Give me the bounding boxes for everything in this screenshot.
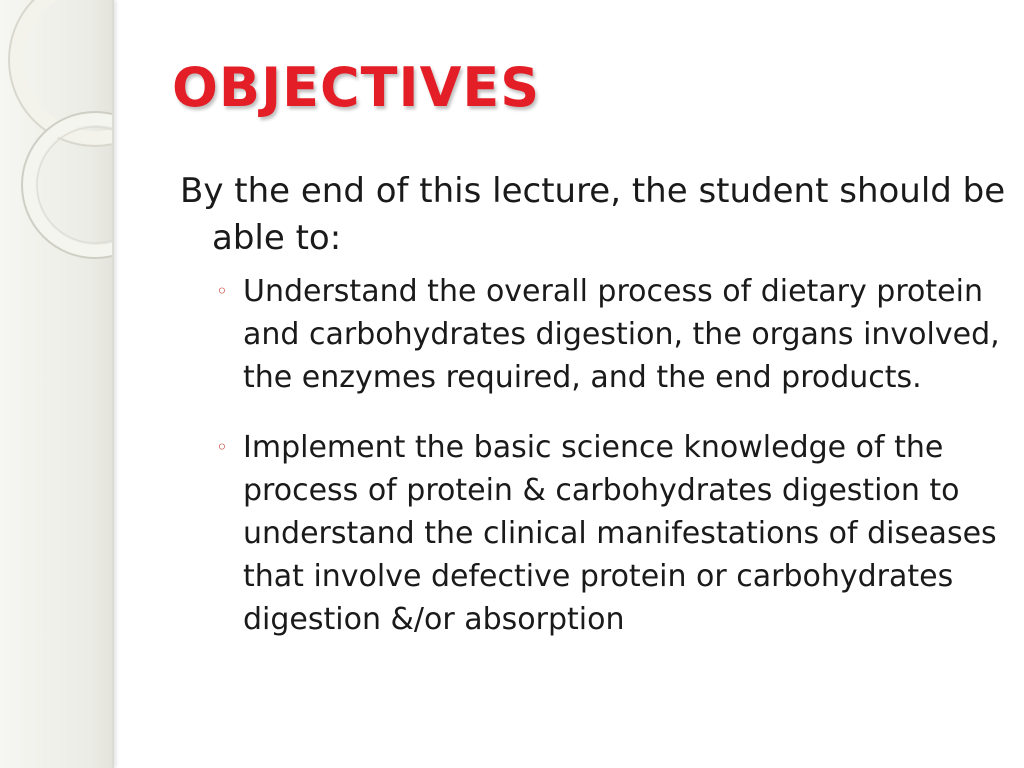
- decorative-circles: [0, 0, 112, 768]
- hollow-bullet-icon: ◦: [216, 435, 228, 459]
- objective-text: Implement the basic science knowledge of the process of protein & carbohydrates digestion to understand the clinical manifestations of diseases that involve defective protein or carbohydrates digestion &/or absorption: [243, 430, 997, 637]
- slide-body: [180, 168, 1010, 641]
- list-item: [180, 270, 1010, 399]
- objective-text: Understand the overall process of dietary protein and carbohydrates digestion, the organs involved, the enzymes required, and the end products.: [243, 274, 1000, 395]
- list-item: [180, 426, 1010, 641]
- intro-text: By the end of this lecture, the student should be able to:: [180, 171, 1006, 258]
- hollow-bullet-icon: ◦: [216, 279, 228, 303]
- slide-title: OBJECTIVES: [172, 56, 541, 119]
- objectives-list: [180, 270, 1010, 641]
- decorative-side-panel: [0, 0, 114, 768]
